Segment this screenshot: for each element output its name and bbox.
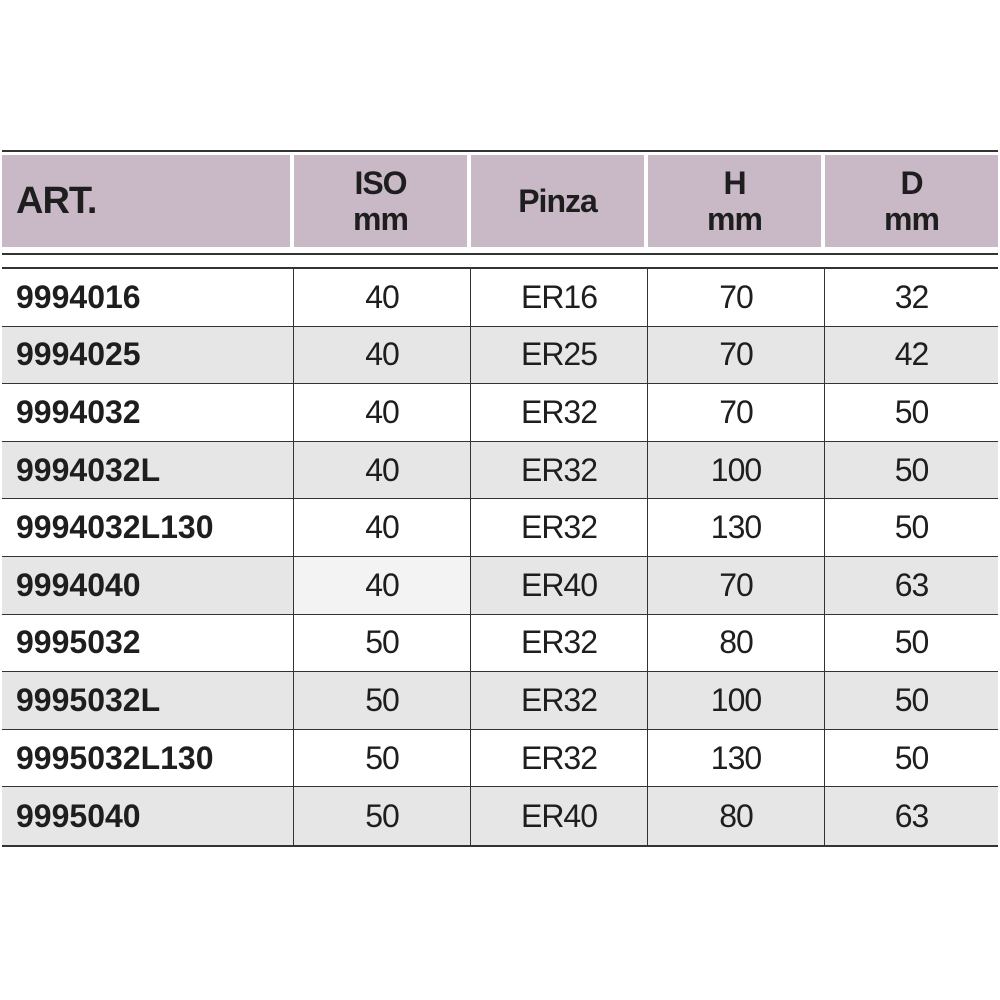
cell-pinza: ER25: [471, 327, 648, 384]
cell-h: 70: [648, 327, 825, 384]
cell-art: 9994016: [2, 269, 294, 326]
cell-h: 70: [648, 557, 825, 614]
cell-art: 9994032L: [2, 442, 294, 499]
cell-iso: 50: [294, 615, 471, 672]
cell-d: 50: [894, 739, 929, 776]
cell-h: 100: [648, 442, 825, 499]
cell-h: 70: [648, 384, 825, 441]
cell-iso: 50: [294, 787, 471, 845]
cell-pinza: ER32: [471, 499, 648, 556]
cell-h: 70: [648, 269, 825, 326]
cell-d: 50: [894, 509, 929, 546]
table-row: [2, 615, 998, 673]
table-row: [2, 327, 998, 385]
cell-d: 42: [894, 336, 929, 373]
cell-pinza: ER16: [471, 269, 648, 326]
cell-d: 50: [894, 451, 929, 488]
cell-h: 130: [648, 730, 825, 787]
cell-art: 9994032L130: [2, 499, 294, 556]
cell-h: 100: [648, 672, 825, 729]
table-row: [2, 787, 998, 845]
cell-d: 63: [894, 566, 929, 603]
table-header-row: [2, 150, 998, 255]
cell-iso: 50: [294, 730, 471, 787]
cell-art: 9995032: [2, 615, 294, 672]
table-row: [2, 442, 998, 500]
cell-d: 32: [894, 278, 929, 315]
cell-d: 50: [894, 624, 929, 661]
table-row: [2, 730, 998, 788]
cell-art: 9994025: [2, 327, 294, 384]
cell-iso: 40: [294, 269, 471, 326]
cell-h: 80: [648, 615, 825, 672]
cell-art: 9995032L130: [2, 730, 294, 787]
header-h: H mm: [648, 155, 825, 247]
cell-h: 130: [648, 499, 825, 556]
table-row: [2, 269, 998, 327]
cell-d: 50: [894, 681, 929, 718]
cell-iso: 50: [294, 672, 471, 729]
cell-art: 9995032L: [2, 672, 294, 729]
header-d: D mm: [825, 155, 998, 247]
table-row: [2, 557, 998, 615]
cell-h: 80: [648, 787, 825, 845]
cell-d: 63: [894, 797, 929, 834]
cell-iso: 40: [294, 384, 471, 441]
cell-pinza: ER40: [471, 787, 648, 845]
cell-iso: 40: [294, 557, 471, 614]
cell-iso: 40: [294, 442, 471, 499]
header-art: ART.: [2, 155, 294, 247]
spec-table: [2, 150, 998, 847]
cell-art: 9994040: [2, 557, 294, 614]
table-row: [2, 384, 998, 442]
cell-iso: 40: [294, 327, 471, 384]
cell-pinza: ER32: [471, 672, 648, 729]
cell-d: 50: [894, 393, 929, 430]
cell-pinza: ER32: [471, 384, 648, 441]
cell-iso: 40: [294, 499, 471, 556]
cell-art: 9994032: [2, 384, 294, 441]
cell-pinza: ER32: [471, 730, 648, 787]
table-body: [2, 267, 998, 847]
cell-pinza: ER40: [471, 557, 648, 614]
cell-art: 9995040: [2, 787, 294, 845]
header-iso: ISO mm: [294, 155, 471, 247]
header-pinza: Pinza: [471, 155, 648, 247]
table-row: [2, 499, 998, 557]
cell-pinza: ER32: [471, 615, 648, 672]
cell-pinza: ER32: [471, 442, 648, 499]
table-row: [2, 672, 998, 730]
